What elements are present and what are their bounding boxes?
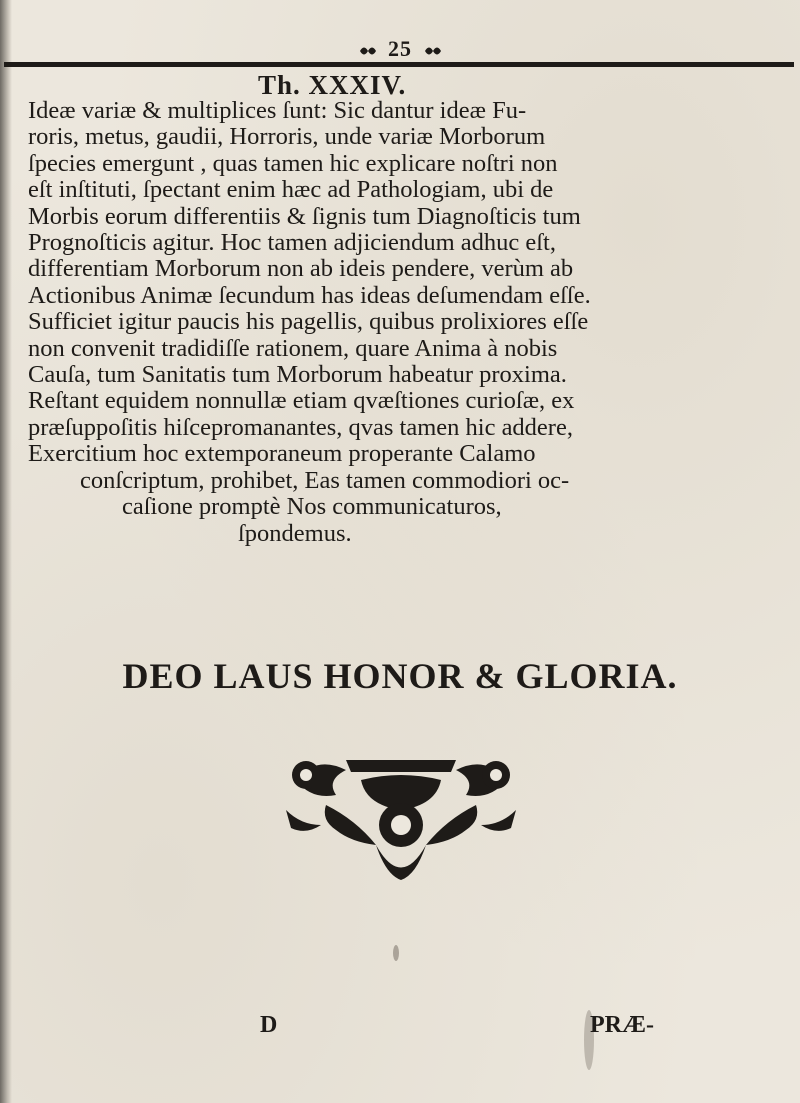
closing-doxology: DEO LAUS HONOR & GLORIA. [122,656,678,696]
ink-speck [393,945,399,961]
page-gutter-shadow [0,0,12,1103]
text-line: ſpondemus. [238,519,352,547]
text-line: Prognoſticis agitur. Hoc tamen adjiciendum adhuc eſt, [28,229,556,257]
text-line: præſuppoſitis hiſcepromanantes, qvas tamen hic addere, [28,413,573,441]
text-line: Cauſa, tum Sanitatis tum Morborum habeatur proxima. [28,361,567,389]
left-ornament-icon [358,42,378,60]
text-line: Morbis eorum differentiis & ſignis tum Diagnoſticis tum [28,202,581,230]
text-line: non convenit tradidiſſe rationem, quare Anima à nobis [28,334,558,362]
text-line: ſpecies emergunt , quas tamen hic explicare noſtri non [28,149,558,177]
body-paragraph [28,98,788,547]
text-line: caſione promptè Nos communicaturos, [122,493,502,521]
text-line: roris, metus, gaudii, Horroris, unde variæ Morborum [28,123,546,151]
header-rule [4,62,794,67]
running-title: Th. XXXIV. [258,70,407,100]
right-ornament-icon [423,42,443,60]
text-line: Exercitium hoc extemporaneum properante Calamo [28,440,536,468]
fleuron-ornament-icon [266,750,536,890]
text-line: Actionibus Animæ ſecundum has ideas deſumendam eſſe. [28,281,591,309]
catchword: PRÆ- [590,1012,654,1038]
text-line: conſcriptum, prohibet, Eas tamen commodiori oc- [80,466,570,494]
text-line: eſt inſtituti, ſpectant enim hæc ad Pathologiam, ubi de [28,176,554,204]
page-number: 25 [388,36,412,61]
text-line: Ideæ variæ & multiplices ſunt: Sic dantur ideæ Fu- [28,97,527,124]
text-line: differentiam Morborum non ab ideis pendere, verùm ab [28,255,574,283]
text-line: Reſtant equidem nonnullæ etiam qvæſtiones curioſæ, ex [28,387,575,415]
signature-mark: D [260,1012,278,1038]
page-header [0,36,800,62]
text-line: Sufficiet igitur paucis his pagellis, quibus prolixiores eſſe [28,308,589,336]
